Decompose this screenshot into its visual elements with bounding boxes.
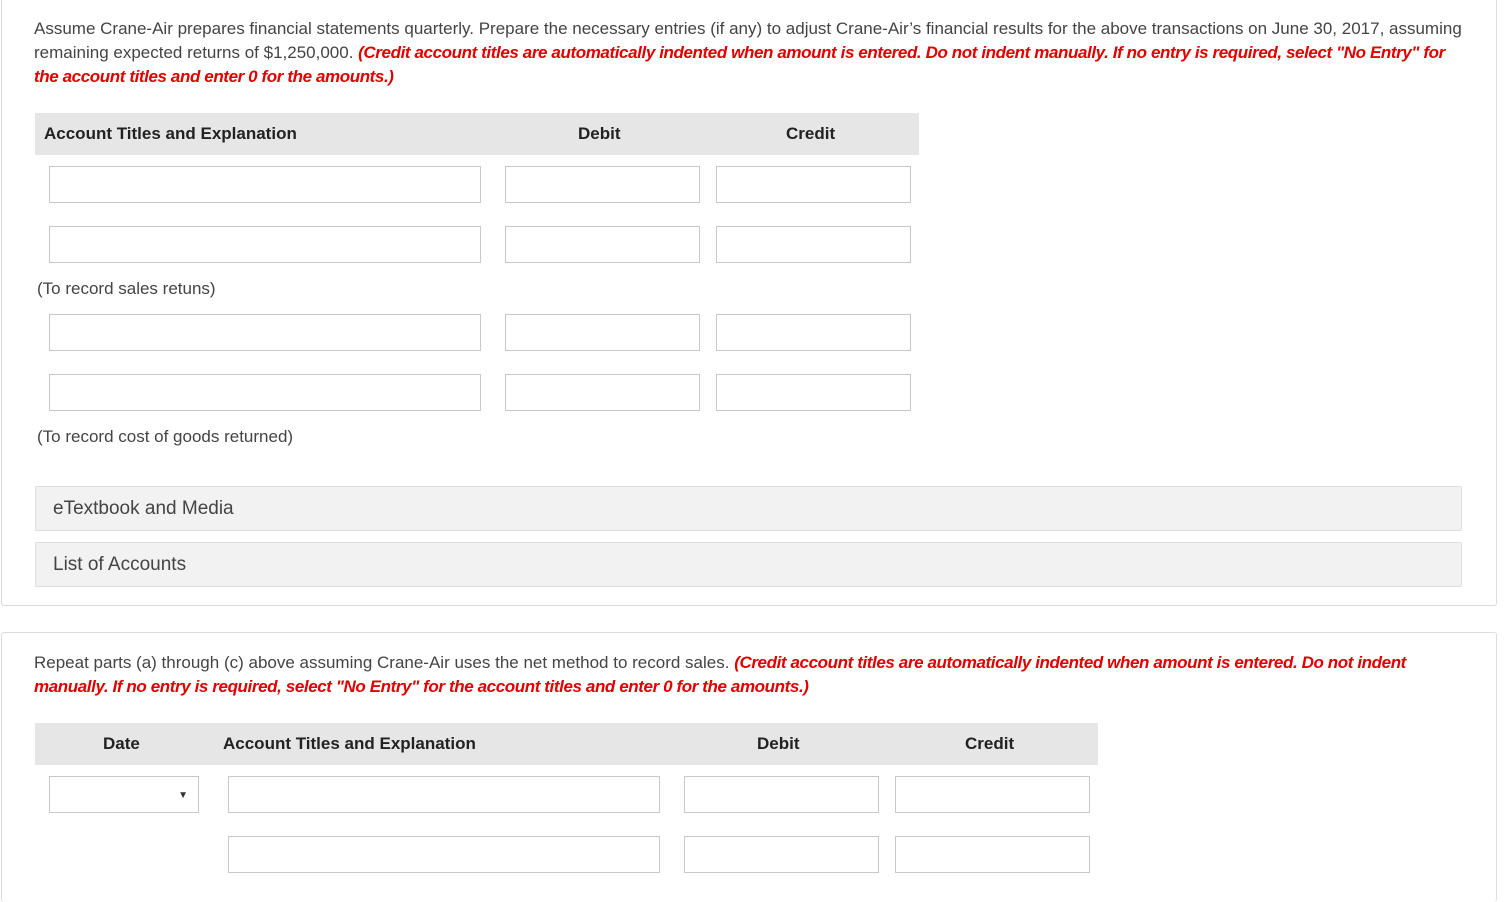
part2-row2-debit-input[interactable]: [684, 836, 879, 873]
part2-table-header: [35, 723, 1098, 765]
part2-instructions-text: Repeat parts (a) through (c) above assuming Crane-Air uses the net method to record sales.: [34, 653, 730, 672]
entry2-row2-debit-input[interactable]: [505, 374, 700, 411]
part1-instructions-text: Assume Crane-Air prepares financial statements quarterly. Prepare the necessary entries (if any) to adjust Crane-Air’s financial results for the above transactions on June 30, 2017, assuming remaining expected returns of $1,250,000.: [34, 19, 1462, 62]
part2-row1-account-input[interactable]: [228, 776, 660, 813]
part1-instructions-note: (Credit account titles are automatically indented when amount is entered. Do not indent manually. If no entry is required, select "No Entry" for the account titles and enter 0 for the amounts.): [34, 43, 1445, 86]
header-credit: Credit: [786, 124, 836, 143]
part2-row2-account-input[interactable]: [228, 836, 660, 873]
header-account-titles: Account Titles and Explanation: [44, 124, 297, 143]
entry1-explanation: (To record sales retuns): [37, 279, 216, 298]
entry1-row1-credit-input[interactable]: [716, 166, 911, 203]
part1-table-header: [35, 113, 919, 155]
entry1-row2-account-input[interactable]: [49, 226, 481, 263]
etextbook-media-label: eTextbook and Media: [53, 498, 234, 519]
part2-row2-credit-input[interactable]: [895, 836, 1090, 873]
part2-instructions-note: (Credit account titles are automatically indented when amount is entered. Do not indent manually. If no entry is required, select "No Entry" for the account titles and enter 0 for the amounts.): [34, 653, 1406, 696]
entry2-row1-account-input[interactable]: [49, 314, 481, 351]
dropdown-arrow-icon: ▼: [178, 790, 188, 801]
entry2-row2-account-input[interactable]: [49, 374, 481, 411]
header-debit: Debit: [578, 124, 621, 143]
header-debit: Debit: [757, 734, 800, 753]
header-account-titles: Account Titles and Explanation: [223, 734, 476, 753]
entry2-row1-debit-input[interactable]: [505, 314, 700, 351]
entry1-row1-account-input[interactable]: [49, 166, 481, 203]
part2-instructions: [34, 651, 1464, 699]
entry1-row2-credit-input[interactable]: [716, 226, 911, 263]
part2-row1-debit-input[interactable]: [684, 776, 879, 813]
entry2-row1-credit-input[interactable]: [716, 314, 911, 351]
etextbook-media-button[interactable]: [35, 486, 1462, 531]
list-of-accounts-button[interactable]: [35, 542, 1462, 587]
entry1-row2-debit-input[interactable]: [505, 226, 700, 263]
header-credit: Credit: [965, 734, 1015, 753]
date-select[interactable]: [49, 776, 199, 813]
entry1-row1-debit-input[interactable]: [505, 166, 700, 203]
header-date: Date: [103, 734, 140, 753]
part2-row1-credit-input[interactable]: [895, 776, 1090, 813]
entry2-row2-credit-input[interactable]: [716, 374, 911, 411]
part1-instructions: [34, 17, 1464, 89]
entry2-explanation: (To record cost of goods returned): [37, 427, 294, 446]
list-of-accounts-label: List of Accounts: [53, 554, 187, 575]
